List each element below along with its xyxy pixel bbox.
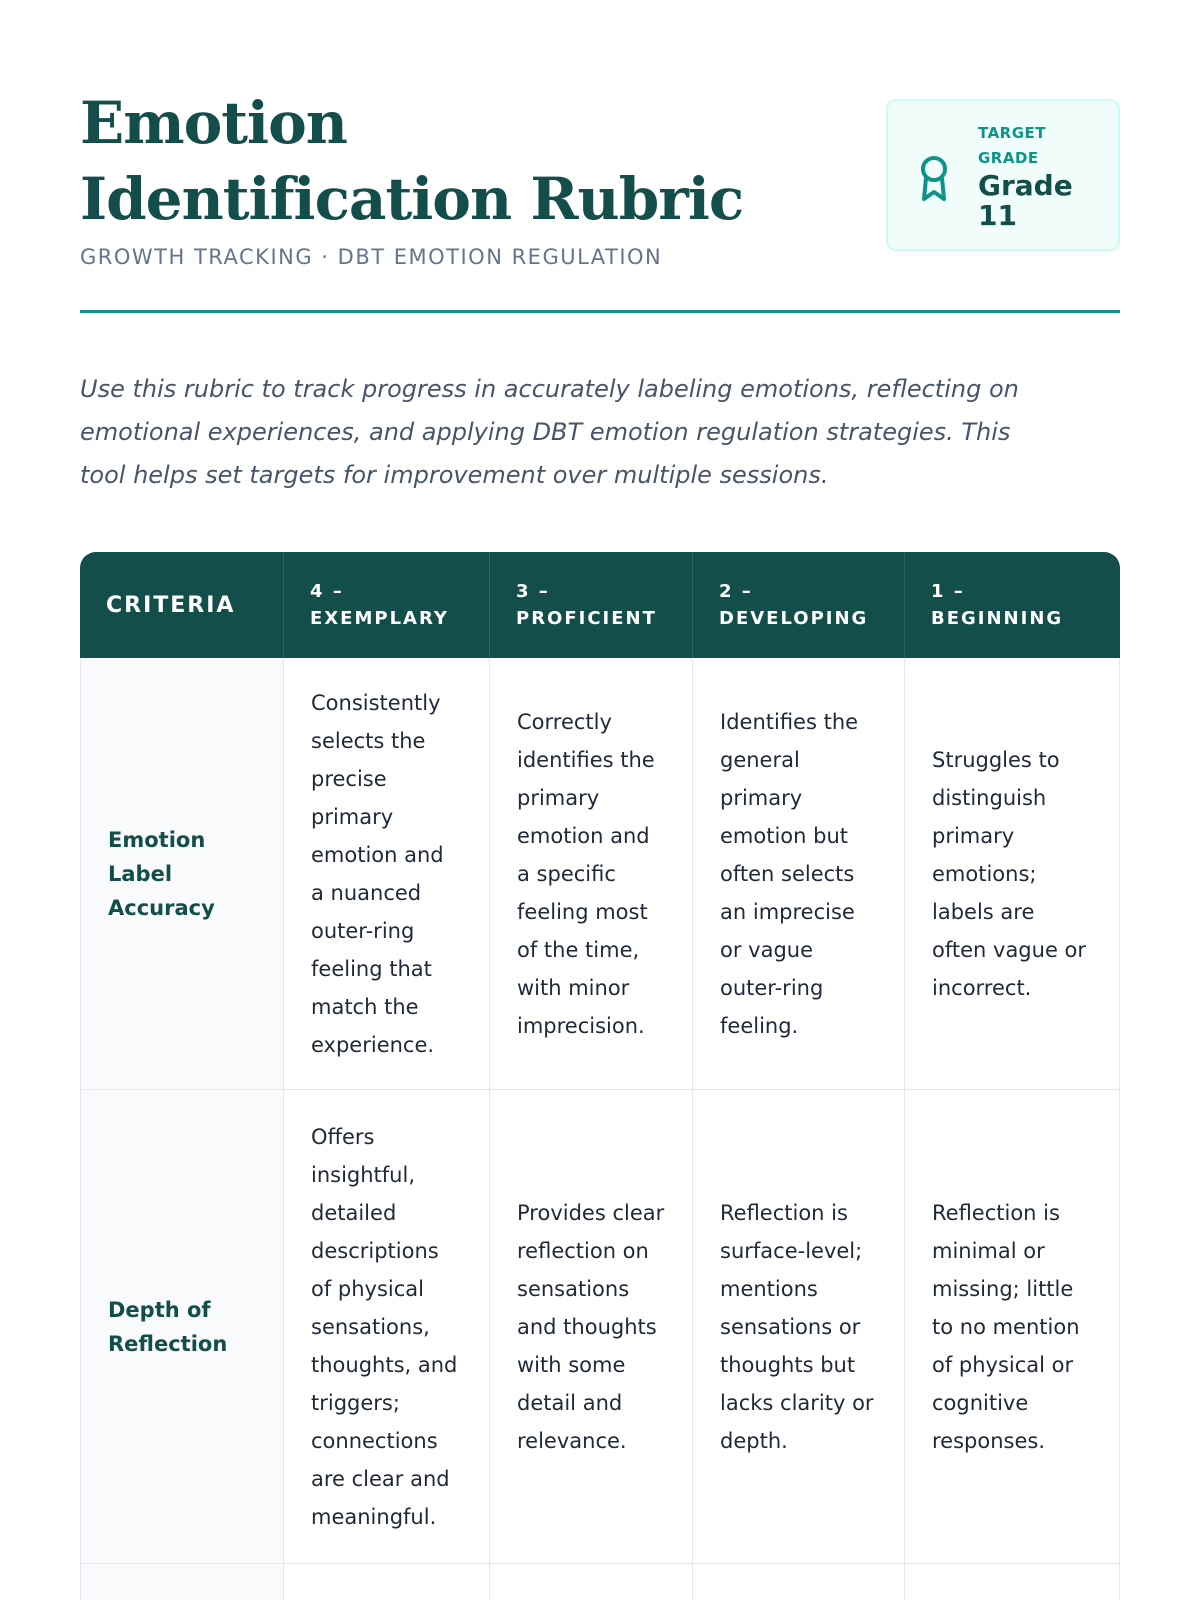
table-row [80,658,1120,1090]
rubric-cell-proficient [490,1564,693,1600]
rubric-cell-developing: Reflection is surface-level; mentions sensations or thoughts but lacks clarity or depth. [693,1090,905,1564]
header-divider [80,310,1120,313]
award-ribbon-icon [916,153,952,203]
rubric-cell-developing [693,1564,905,1600]
rubric-cell-exemplary: Consistently selects the precise primary emotion and a nuanced outer-ring feeling that match the experience. [284,658,490,1090]
target-grade-card [886,99,1120,251]
rubric-cell-developing: Identifies the general primary emotion but often selects an imprecise or vague outer-ring feeling. [693,658,905,1090]
rubric-cell-proficient: Correctly identifies the primary emotion and a specific feeling most of the time, with minor imprecision. [490,658,693,1090]
column-header-beginning: 1 – BEGINNING [905,552,1120,658]
rubric-cell-beginning [905,1564,1120,1600]
rubric-table [80,552,1120,1600]
page-subtitle: GROWTH TRACKING · DBT EMOTION REGULATION [80,245,663,269]
rubric-cell-beginning: Reflection is minimal or missing; little to no mention of physical or cognitive responses. [905,1090,1120,1564]
column-header-developing: 2 – DEVELOPING [693,552,905,658]
page-title: Emotion Identification Rubric [80,89,744,233]
rubric-cell-exemplary: Offers insightful, detailed descriptions of physical sensations, thoughts, and triggers; connections are clear and meaningful. [284,1090,490,1564]
criterion-name: Depth of Reflection [80,1090,284,1564]
criterion-name: Emotion Label Accuracy [80,658,284,1090]
criterion-name [80,1564,284,1600]
table-header-row [80,552,1120,658]
rubric-cell-beginning: Struggles to distinguish primary emotions; labels are often vague or incorrect. [905,658,1120,1090]
rubric-cell-exemplary [284,1564,490,1600]
intro-paragraph: Use this rubric to track progress in accurately labeling emotions, reflecting on emotional experiences, and applying DBT emotion regulation strategies. This tool helps set targets for improvement over multiple sessions. [80,375,1019,489]
table-row [80,1564,1120,1600]
table-row [80,1090,1120,1564]
target-grade-label: TARGET GRADE [978,124,1047,167]
rubric-cell-proficient: Provides clear reflection on sensations and thoughts with some detail and relevance. [490,1090,693,1564]
column-header-exemplary: 4 – EXEMPLARY [284,552,490,658]
column-header-proficient: 3 – PROFICIENT [490,552,693,658]
header [80,85,1120,315]
column-header-criteria: CRITERIA [80,552,284,658]
target-grade-value: Grade 11 [978,169,1073,232]
